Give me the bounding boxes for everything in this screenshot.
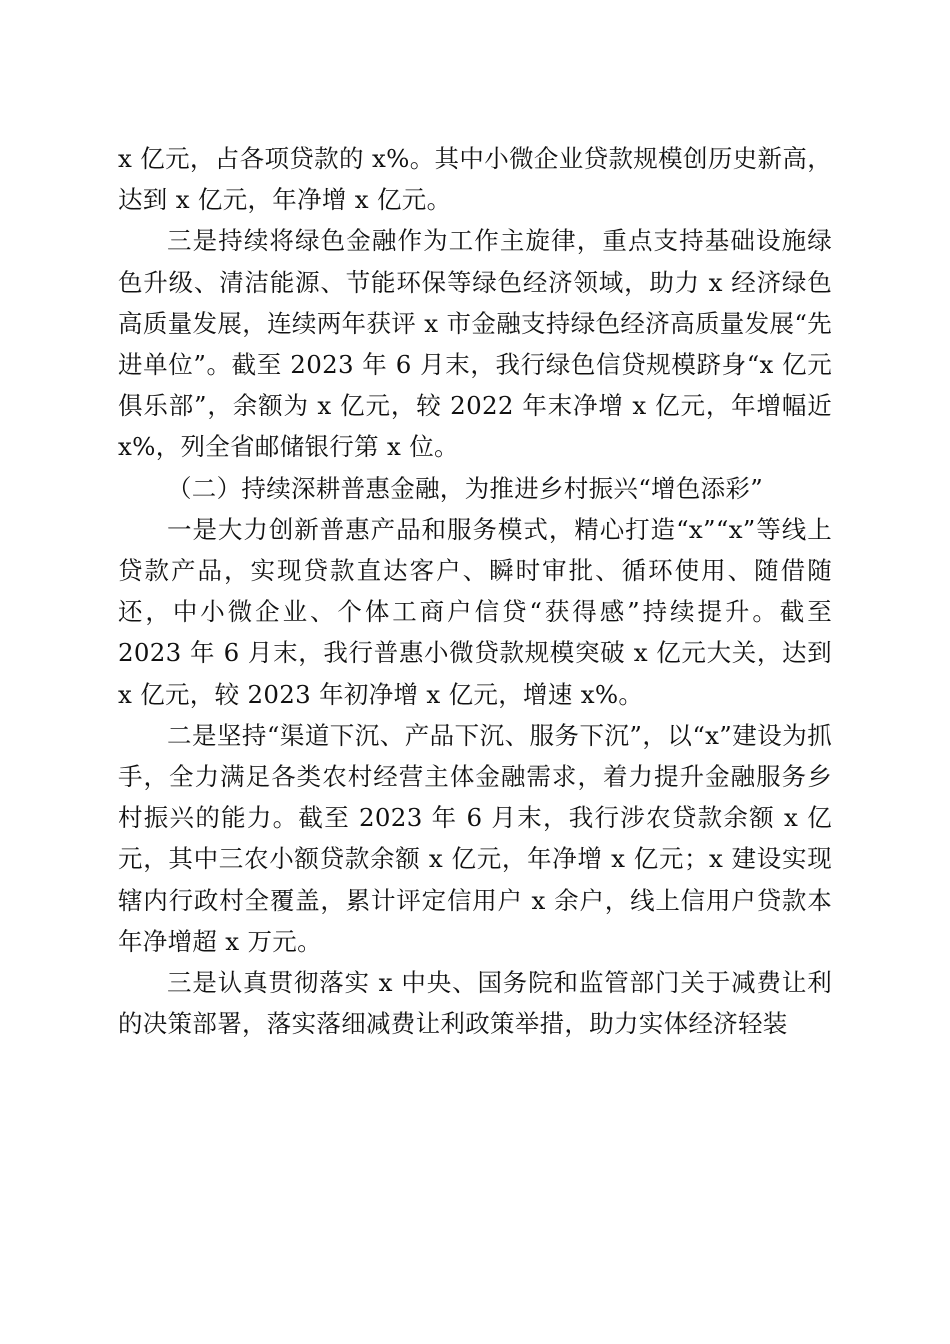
paragraph-green-finance: 三是持续将绿色金融作为工作主旋律，重点支持基础设施绿色升级、清洁能源、节能环保等绿色经济领域，助力 x 经济绿色高质量发展，连续两年获评 x 市金融支持绿色经济高质量发展“先进单位”。截至 2023 年 6 月末，我行绿色信贷规模跻身“x 亿元俱乐部”，余额为 x 亿元，较 2022 年末净增 x 亿元，年增幅近 x%，列全省邮储银行第 x 位。 bbox=[118, 226, 832, 462]
paragraph-rural-channels: 二是坚持“渠道下沉、产品下沉、服务下沉”，以“x”建设为抓手，全力满足各类农村经营主体金融需求，着力提升金融服务乡村振兴的能力。截至 2023 年 6 月末，我行涉农贷款余额 x 亿元，其中三农小额贷款余额 x 亿元，年净增 x 亿元；x 建设实现辖内行政村全覆盖，累计评定信用户 x 余户，线上信用户贷款本年净增超 x 万元。 bbox=[118, 720, 832, 956]
paragraph-inclusive-products: 一是大力创新普惠产品和服务模式，精心打造“x”“x”等线上贷款产品，实现贷款直达客户、瞬时审批、循环使用、随借随还，中小微企业、个体工商户信贷“获得感”持续提升。截至 2023 年 6 月末，我行普惠小微贷款规模突破 x 亿元大关，达到 x 亿元，较 2023 年初净增 x 亿元，增速 x%。 bbox=[118, 514, 832, 709]
document-body bbox=[118, 138, 832, 1044]
paragraph-continuation: x 亿元，占各项贷款的 x%。其中小微企业贷款规模创历史新高，达到 x 亿元，年净增 x 亿元。 bbox=[118, 144, 832, 215]
section-heading-inclusive-finance: （二）持续深耕普惠金融，为推进乡村振兴“增色添彩” bbox=[167, 473, 764, 503]
paragraph-fee-reduction: 三是认真贯彻落实 x 中央、国务院和监管部门关于减费让利的决策部署，落实落细减费让利政策举措，助力实体经济轻装 bbox=[118, 968, 832, 1039]
